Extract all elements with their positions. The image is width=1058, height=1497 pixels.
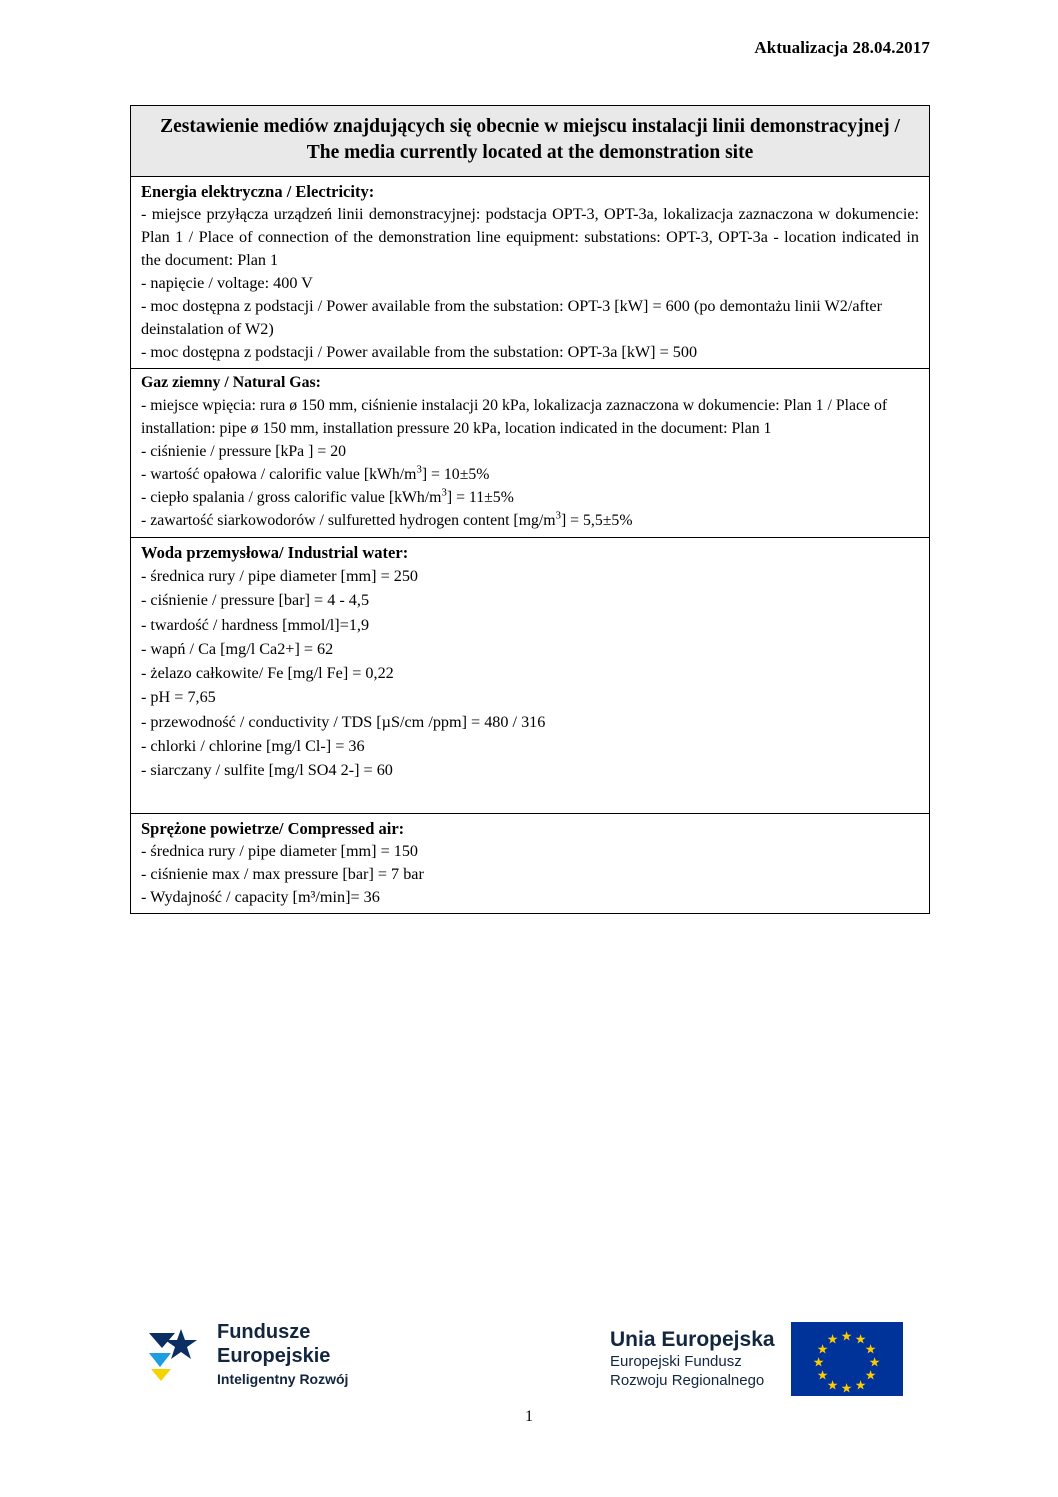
- ue-line-3: Rozwoju Regionalnego: [610, 1372, 765, 1390]
- ue-line-1: Unia Europejska: [610, 1328, 775, 1352]
- gas-line-4: - ciepło spalania / gross calorific value $[kWh/m^3] = 11\pm 5\%$: [141, 486, 514, 506]
- water-line-3: - twardość / hardness [mmol/l]=1,9: [141, 615, 370, 634]
- water-line-7: - przewodność / conductivity / TDS [µS/cm /ppm] = 480 / 316: [141, 712, 546, 731]
- page-number: 1: [525, 1408, 533, 1425]
- water-line-1: - średnica rury / pipe diameter [mm] = 250: [141, 566, 419, 585]
- table-title: Zestawienie mediów znajdujących się obecnie w miejscu instalacji linii demonstracyjnej / The media currently located at the demonstration site: [131, 106, 929, 177]
- water-line-5: - żelazo całkowite/ Fe [mg/l Fe] = 0,22: [141, 664, 394, 683]
- air-line-1: - średnica rury / pipe diameter [mm] = 150: [141, 842, 419, 861]
- footer-logos: [0, 1310, 1058, 1420]
- electricity-line-4: - moc dostępna z podstacji / Power available from the substation: OPT-3a [kW] = 500: [141, 343, 698, 362]
- unia-europejska-text: [610, 1327, 775, 1391]
- water-line-9: - siarczany / sulfite [mg/l SO4 2-] = 60: [141, 761, 393, 780]
- document-update-date: Aktualizacja 28.04.2017: [754, 38, 930, 57]
- water-line-2: - ciśnienie / pressure [bar] = 4 - 4,5: [141, 591, 370, 610]
- water-section-spacer: [141, 783, 919, 809]
- gas-line-5: - zawartość siarkowodorów / sulfuretted hydrogen content $[mg/m^3] = 5,5\pm 5\%$: [141, 509, 633, 529]
- fe-line-3: Inteligentny Rozwój: [217, 1370, 349, 1387]
- gas-line-3: - wartość opałowa / calorific value $[kWh/m^3] = 10\pm 5\%$: [141, 463, 490, 483]
- fe-line-2: Europejskie: [217, 1345, 331, 1368]
- electricity-line-3: - moc dostępna z podstacji / Power available from the substation: OPT-3 [kW] = 600 (po demontażu linii W2/after deinstalation of W2): [141, 297, 882, 339]
- water-line-4: - wapń / Ca [mg/l Ca2+] = 62: [141, 639, 334, 658]
- fe-line-1: Fundusze: [217, 1321, 311, 1343]
- section-natural-gas: [131, 369, 929, 537]
- section-heading-industrial-water: Woda przemysłowa/ Industrial water:: [141, 542, 409, 562]
- air-line-2: - ciśnienie max / max pressure [bar] = 7 bar: [141, 865, 424, 884]
- section-industrial-water: [131, 538, 929, 814]
- section-heading-compressed-air: Sprężone powietrze/ Compressed air:: [141, 818, 405, 838]
- water-line-8: - chlorki / chlorine [mg/l Cl-] = 36: [141, 737, 365, 755]
- section-heading-electricity: Energia elektryczna / Electricity:: [141, 181, 375, 201]
- gas-line-2: - ciśnienie / pressure [kPa ] = 20: [141, 442, 346, 460]
- media-summary-table: [130, 105, 930, 914]
- fundusze-europejskie-text: [217, 1320, 348, 1388]
- section-electricity: [131, 177, 929, 369]
- unia-europejska-logo: [610, 1322, 903, 1396]
- fundusze-europejskie-logo: [145, 1320, 348, 1388]
- section-compressed-air: [131, 814, 929, 913]
- electricity-line-2: - napięcie / voltage: 400 V: [141, 274, 313, 293]
- water-line-6: - pH = 7,65: [141, 688, 216, 707]
- gas-line-1: - miejsce wpięcia: rura ø 150 mm, ciśnienie instalacji 20 kPa, lokalizacja zaznaczona w dokumencie: Plan 1 / Place of installation: pipe ø 150 mm, installation pressure 20 kPa, location indicated in the document: Plan 1: [141, 397, 888, 438]
- air-line-3: - Wydajność / capacity [m³/min]= 36: [141, 888, 380, 907]
- ue-line-2: Europejski Fundusz: [610, 1353, 742, 1371]
- section-heading-natural-gas: Gaz ziemny / Natural Gas:: [141, 374, 321, 392]
- fundusze-europejskie-mark-icon: [145, 1323, 207, 1385]
- eu-flag-icon: ★ ★ ★ ★ ★ ★ ★ ★ ★ ★ ★ ★: [791, 1322, 903, 1396]
- electricity-line-1: - miejsce przyłącza urządzeń linii demonstracyjnej: podstacja OPT-3, OPT-3a, lokalizacja zaznaczona w dokumencie: Plan 1 / Place of connection of the demonstration line equipment: substations: OPT-3, OPT-3a - location indicated in the document: Plan 1: [141, 205, 919, 270]
